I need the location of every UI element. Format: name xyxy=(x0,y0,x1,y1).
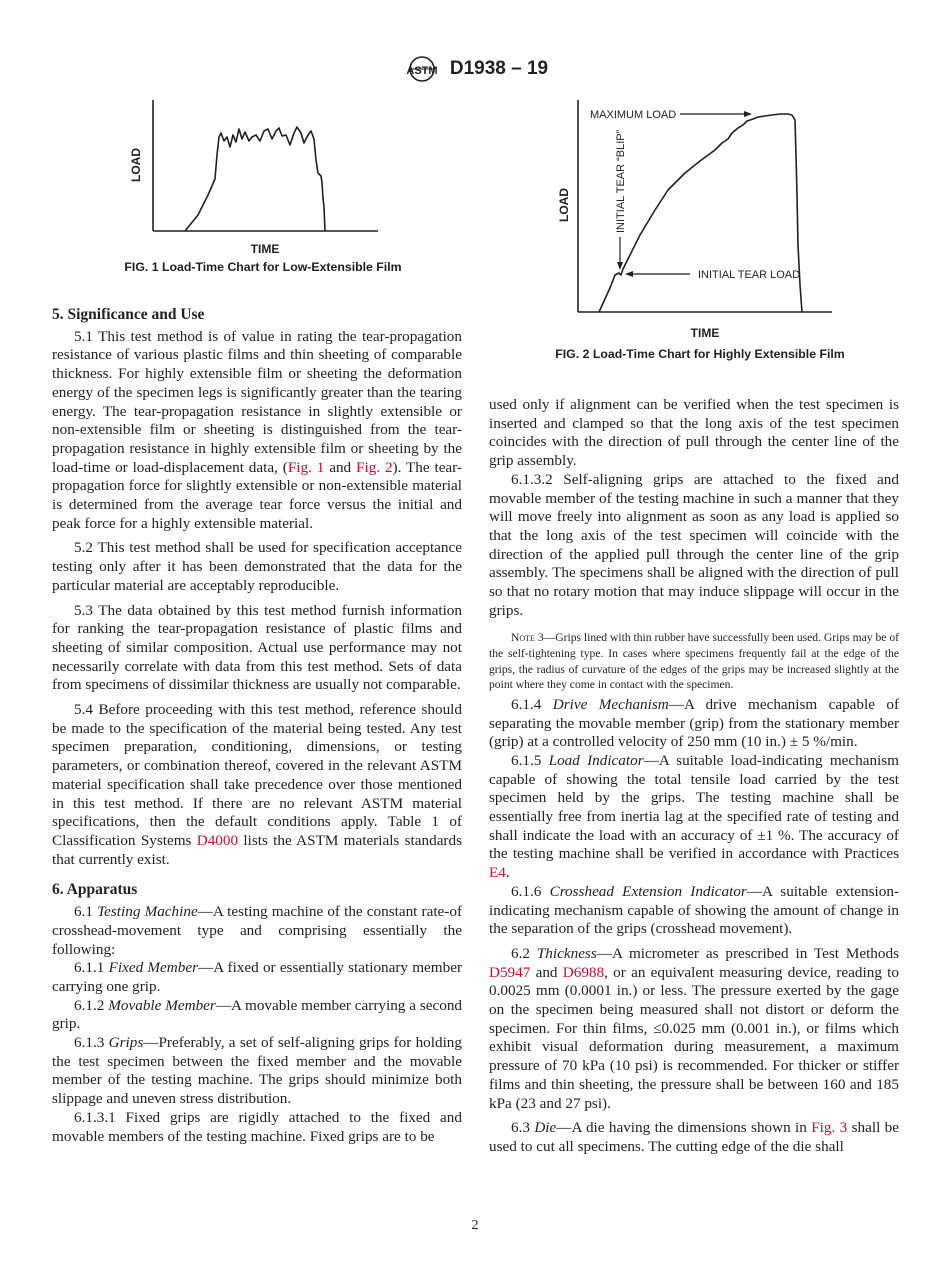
figure-2 xyxy=(540,95,860,361)
astm-logo-icon xyxy=(402,55,442,83)
paragraph-5-1: 5.1 This test method is of value in rating the tear-propagation resistance of various plastic films and thin sheeting of comparable thickness. For highly extensible film or sheeting the deformation energy of the specimen legs is significantly greater than the tearing energy. The tear-propagation resistance in slightly extensible or non-extensible film or sheeting is distinguished from the tear-propagation resistance in highly extensible film or sheeting by the load-time or load-displacement data, (Fig. 1 and Fig. 2). The tear-propagation force for slightly extensible or non-extensible material is determined from the average tear force versus the initial and peak force for a highly extensible material. xyxy=(52,327,462,532)
paragraph-6-2: 6.2 Thickness—A micrometer as prescribed in Test Methods D5947 and D6988, or an equivalent measuring device, reading to 0.0025 mm (0.0001 in.) or less. The pressure exerted by the gage on the specimen being measured shall not distort or deform the specimen. For thin films, ≤0.025 mm (0.001 in.), or films which exhibit visual deformation during measurement, a maximum pressure of 70 kPa (10 psi) is recommended. For thicker or stiffer films and thin sheeting, the pressure shall be between 160 and 185 kPa (23 and 27 psi). xyxy=(489,944,899,1112)
svg-text:TIME: TIME xyxy=(250,242,280,256)
page-header xyxy=(0,55,950,83)
section-6-heading: 6. Apparatus xyxy=(52,881,138,899)
d4000-link[interactable]: D4000 xyxy=(196,831,239,849)
paragraph-6-1: 6.1 Testing Machine—A testing machine of the constant rate-of crosshead-movement type and comprising essentially the following: xyxy=(52,903,462,958)
svg-text:INITIAL TEAR LOAD: INITIAL TEAR LOAD xyxy=(698,269,801,281)
fig1-caption: FIG. 1 Load-Time Chart for Low-Extensible Film xyxy=(124,260,402,274)
paragraph-5-4: 5.4 Before proceeding with this test method, reference should be made to the specification of the material being tested. Any test specimen preparation, conditioning, dimensions, or testing parameters, or combination thereof, covered in the relevant ASTM material specification shall take precedence over those mentioned in this test method. If there are no relevant ASTM material specifications, then the default conditions apply. Table 1 of Classification Systems D4000 lists the ASTM materials standards that currently exist. xyxy=(52,701,462,868)
standard-designation: D1938 – 19 xyxy=(449,58,549,79)
paragraph-6-1-3-1: 6.1.3.1 Fixed grips are rigidly attached to the fixed and movable members of the testing machine. Fixed grips are to be xyxy=(52,1108,462,1145)
fig-1-link[interactable]: Fig. 1 xyxy=(287,458,325,476)
d5947-link[interactable]: D5947 xyxy=(489,963,531,981)
paragraph-6-1-1: 6.1.1 Fixed Member—A fixed or essentially stationary member carrying one grip. xyxy=(52,959,463,995)
figure-1 xyxy=(108,95,418,274)
svg-text:TIME: TIME xyxy=(690,326,720,340)
section-5-heading: 5. Significance and Use xyxy=(52,306,205,323)
paragraph-6-1-3: 6.1.3 Grips—Preferably, a set of self-aligning grips for holding the test specimen between the fixed member and the movable member of the testing machine. The grips should minimize both slippage and uneven stress distribution. xyxy=(52,1034,462,1108)
paragraph-5-2: 5.2 This test method shall be used for specification acceptance testing only after it has been demonstrated that the data for the particular material are acceptably reproducible. xyxy=(52,539,462,594)
svg-text:ASTM: ASTM xyxy=(406,65,438,77)
page-number: 2 xyxy=(471,1218,479,1233)
paragraph-5-3: 5.3 The data obtained by this test method furnish information for ranking the tear-propagation resistance of plastic films and sheeting of similar composition. Actual use performance may not necessarily correlate with data from this test method. Sets of data from specimens of dissimilar thickness are usually not comparable. xyxy=(52,601,462,694)
paragraph-6-1-3-2: 6.1.3.2 Self-aligning grips are attached to the fixed and movable member of the testing machine in such a manner that they will move freely into alignment as soon as any load is applied so that the long axis of the test specimen will coincide with the direction of the applied pull through the center line of the grip assembly. The specimens shall be aligned with the direction of pull so that no rotary motion that may induce slippage will occur in the grips. xyxy=(489,470,899,619)
paragraph-6-1-2: 6.1.2 Movable Member—A movable member carrying a second grip. xyxy=(52,996,463,1033)
note-3: Note 3—Grips lined with thin rubber have successfully been used. Grips may be of the self-tightening type. In cases where specimens frequently fail at the edge of the grips, the radius of curvature of the edges of the grips may be increased slightly at the point where they come in contact with the specimen. xyxy=(489,631,899,692)
e4-link[interactable]: E4 xyxy=(489,864,506,882)
fig-3-link[interactable]: Fig. 3 xyxy=(811,1119,848,1137)
svg-text:LOAD: LOAD xyxy=(129,148,143,182)
svg-text:INITIAL TEAR “BLIP”: INITIAL TEAR “BLIP” xyxy=(615,129,627,233)
fig2-chart xyxy=(540,95,860,343)
paragraph-6-1-3-1-continued: used only if alignment can be verified when the test specimen is inserted and clamped so that the long axis of the test specimen coincides with the direction of pull through the center line of the grip assembly. xyxy=(489,396,899,470)
svg-text:MAXIMUM LOAD: MAXIMUM LOAD xyxy=(590,109,677,121)
fig2-caption: FIG. 2 Load-Time Chart for Highly Extensible Film xyxy=(555,347,845,361)
fig-2-link[interactable]: Fig. 2 xyxy=(356,458,393,476)
right-column xyxy=(489,396,899,1157)
svg-text:LOAD: LOAD xyxy=(557,188,571,222)
paragraph-6-1-4: 6.1.4 Drive Mechanism—A drive mechanism capable of separating the movable member (grip) from the stationary member (grip) at a controlled velocity of 250 mm (10 in.) ± 5 %/min. xyxy=(489,695,900,751)
paragraph-6-1-6: 6.1.6 Crosshead Extension Indicator—A suitable extension-indicating mechanism capable of showing the amount of change in the separation of the grips (crosshead movement). xyxy=(489,882,900,938)
paragraph-6-1-5: 6.1.5 Load Indicator—A suitable load-indicating mechanism capable of showing the total tensile load carried by the test specimen held by the grips. The testing machine shall be essentially free from inertia lag at the specified rate of testing and shall indicate the load with an accuracy of ±1 %. The accuracy of the testing machine shall be verified in accordance with Practices E4. xyxy=(489,751,900,882)
paragraph-6-3: 6.3 Die—A die having the dimensions shown in Fig. 3 shall be used to cut all specimens. The cutting edge of the die shall xyxy=(489,1119,899,1155)
d6988-link[interactable]: D6988 xyxy=(562,963,605,981)
left-column xyxy=(52,306,462,1146)
fig1-chart xyxy=(108,95,418,260)
